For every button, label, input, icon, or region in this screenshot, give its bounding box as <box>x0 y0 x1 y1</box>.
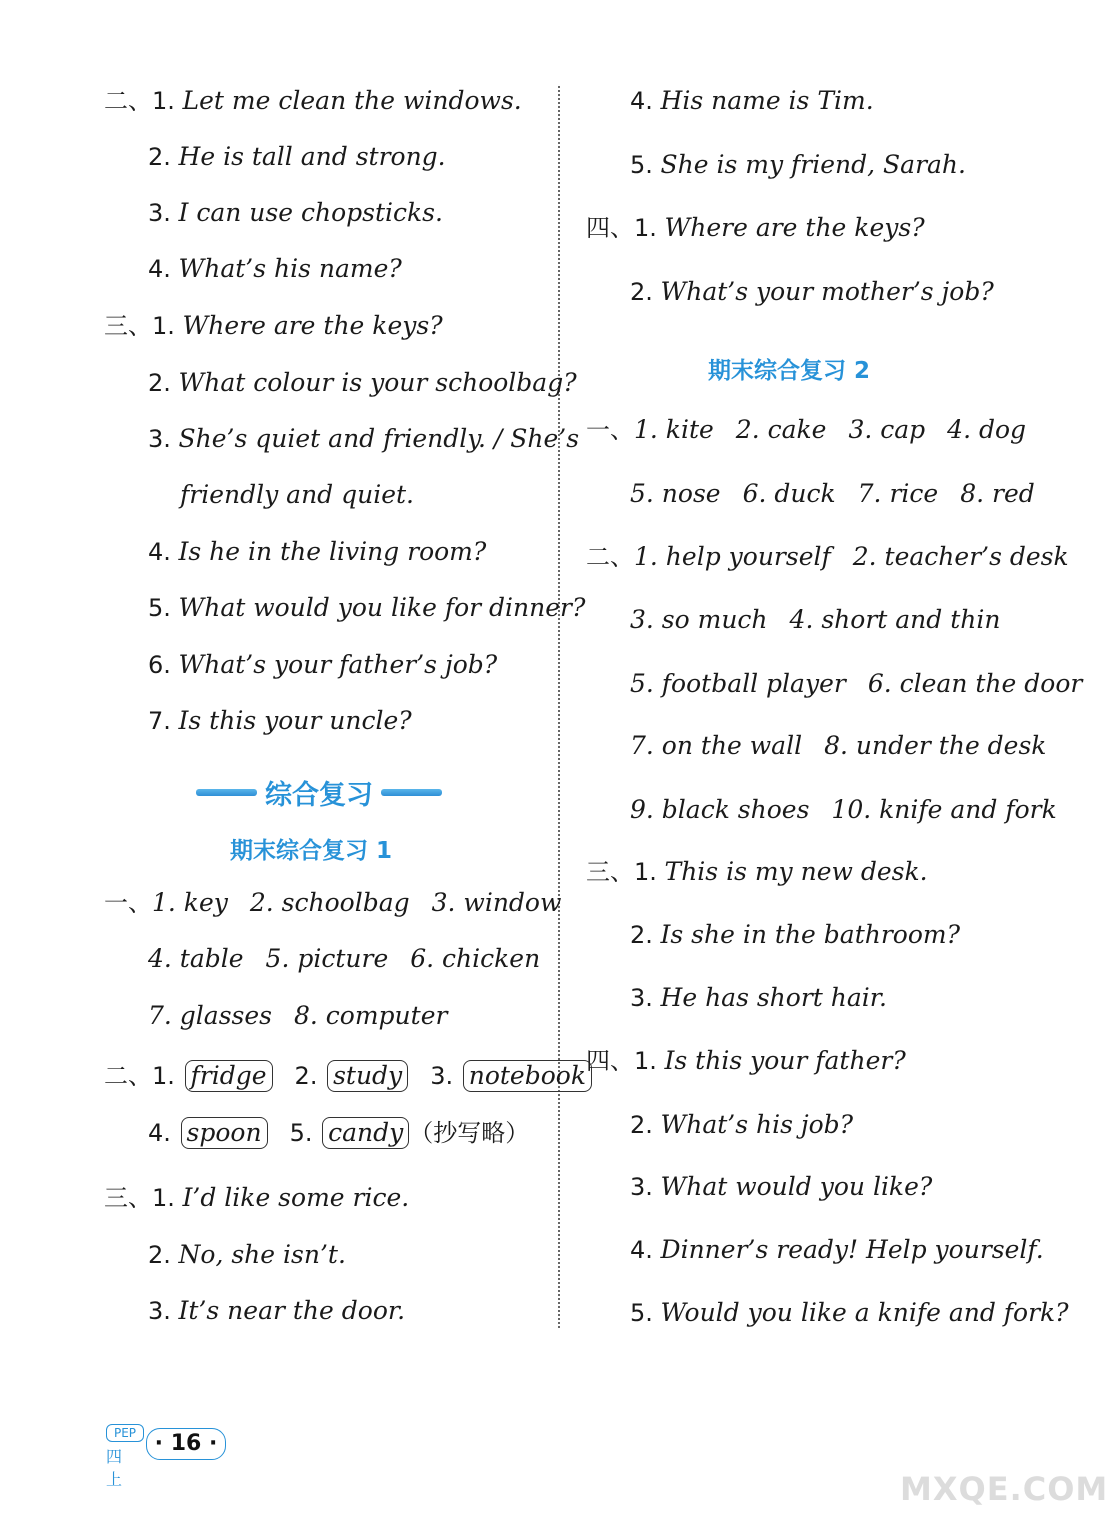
answer-line: 7. Is this your uncle? <box>148 706 412 735</box>
answer-line: 4. table 5. picture 6. chicken <box>148 944 541 973</box>
answer-line: friendly and quiet. <box>180 480 415 509</box>
answer-line: 4. What’s his name? <box>148 254 402 283</box>
answer-line: 5. She is my friend, Sarah. <box>630 150 966 179</box>
answer-line: 3. What would you like? <box>630 1172 933 1201</box>
answer-line: 2. He is tall and strong. <box>148 142 446 171</box>
answer-line: 四、1. Where are the keys? <box>586 213 925 242</box>
answer-line: 5. What would you like for dinner? <box>148 593 586 622</box>
answer-line: 4. spoon 5. candy （抄写略） <box>148 1118 530 1147</box>
answer-line: 4. Dinner’s ready! Help yourself. <box>630 1235 1044 1264</box>
boxed-word: study <box>327 1060 408 1092</box>
answer-line: 5. Would you like a knife and fork? <box>630 1298 1069 1327</box>
watermark-logo: MXQE.COM <box>900 1470 1108 1508</box>
answer-line: 3. so much 4. short and thin <box>630 605 1001 634</box>
grade-label: 四上 <box>106 1447 123 1489</box>
boxed-word: notebook <box>463 1060 592 1092</box>
answer-line: 3. He has short hair. <box>630 983 887 1012</box>
page-number: · 16 · <box>146 1428 226 1460</box>
answer-line: 2. Is she in the bathroom? <box>630 920 961 949</box>
answer-line: 一、1. kite 2. cake 3. cap 4. dog <box>586 415 1027 444</box>
boxed-word: candy <box>322 1117 409 1149</box>
subsection-heading: 期末综合复习 2 <box>708 358 871 384</box>
answer-line: 2. What’s your mother’s job? <box>630 277 994 306</box>
answer-line: 二、1. help yourself 2. teacher’s desk <box>586 542 1069 571</box>
answer-line: 一、1. key 2. schoolbag 3. window <box>104 888 562 917</box>
boxed-word: fridge <box>185 1060 273 1092</box>
answer-line: 5. football player 6. clean the door <box>630 669 1083 698</box>
answer-line: 2. What colour is your schoolbag? <box>148 368 577 397</box>
answer-line: 7. on the wall 8. under the desk <box>630 731 1047 760</box>
answer-line: 3. I can use chopsticks. <box>148 198 443 227</box>
boxed-word: spoon <box>181 1117 268 1149</box>
answer-line: 三、1. Where are the keys? <box>104 311 443 340</box>
answer-line: 2. What’s his job? <box>630 1110 854 1139</box>
edition-badge: PEP <box>106 1424 144 1442</box>
section-heading <box>196 772 442 812</box>
answer-line: 三、1. I’d like some rice. <box>104 1183 410 1212</box>
answer-line: 4. Is he in the living room? <box>148 537 487 566</box>
answer-line: 6. What’s your father’s job? <box>148 650 498 679</box>
answer-line: 2. No, she isn’t. <box>148 1240 346 1269</box>
answer-line: 3. She’s quiet and friendly. / She’s <box>148 424 580 453</box>
heading-bar-left <box>196 789 257 796</box>
answer-line: 5. nose 6. duck 7. rice 8. red <box>630 479 1035 508</box>
subsection-heading: 期末综合复习 1 <box>230 838 393 864</box>
answer-line: 3. It’s near the door. <box>148 1296 406 1325</box>
answer-line: 二、1. fridge 2. study 3. notebook <box>104 1060 592 1092</box>
answer-line: 四、1. Is this your father? <box>586 1046 906 1075</box>
answer-line: 9. black shoes 10. knife and fork <box>630 795 1057 824</box>
heading-text: 综合复习 <box>265 779 373 811</box>
answer-line: 4. His name is Tim. <box>630 86 874 115</box>
answer-line: 7. glasses 8. computer <box>148 1001 448 1030</box>
column-divider <box>558 86 560 1328</box>
answer-line: 三、1. This is my new desk. <box>586 857 928 886</box>
heading-bar-right <box>381 789 442 796</box>
answer-line: 二、1. Let me clean the windows. <box>104 86 522 115</box>
